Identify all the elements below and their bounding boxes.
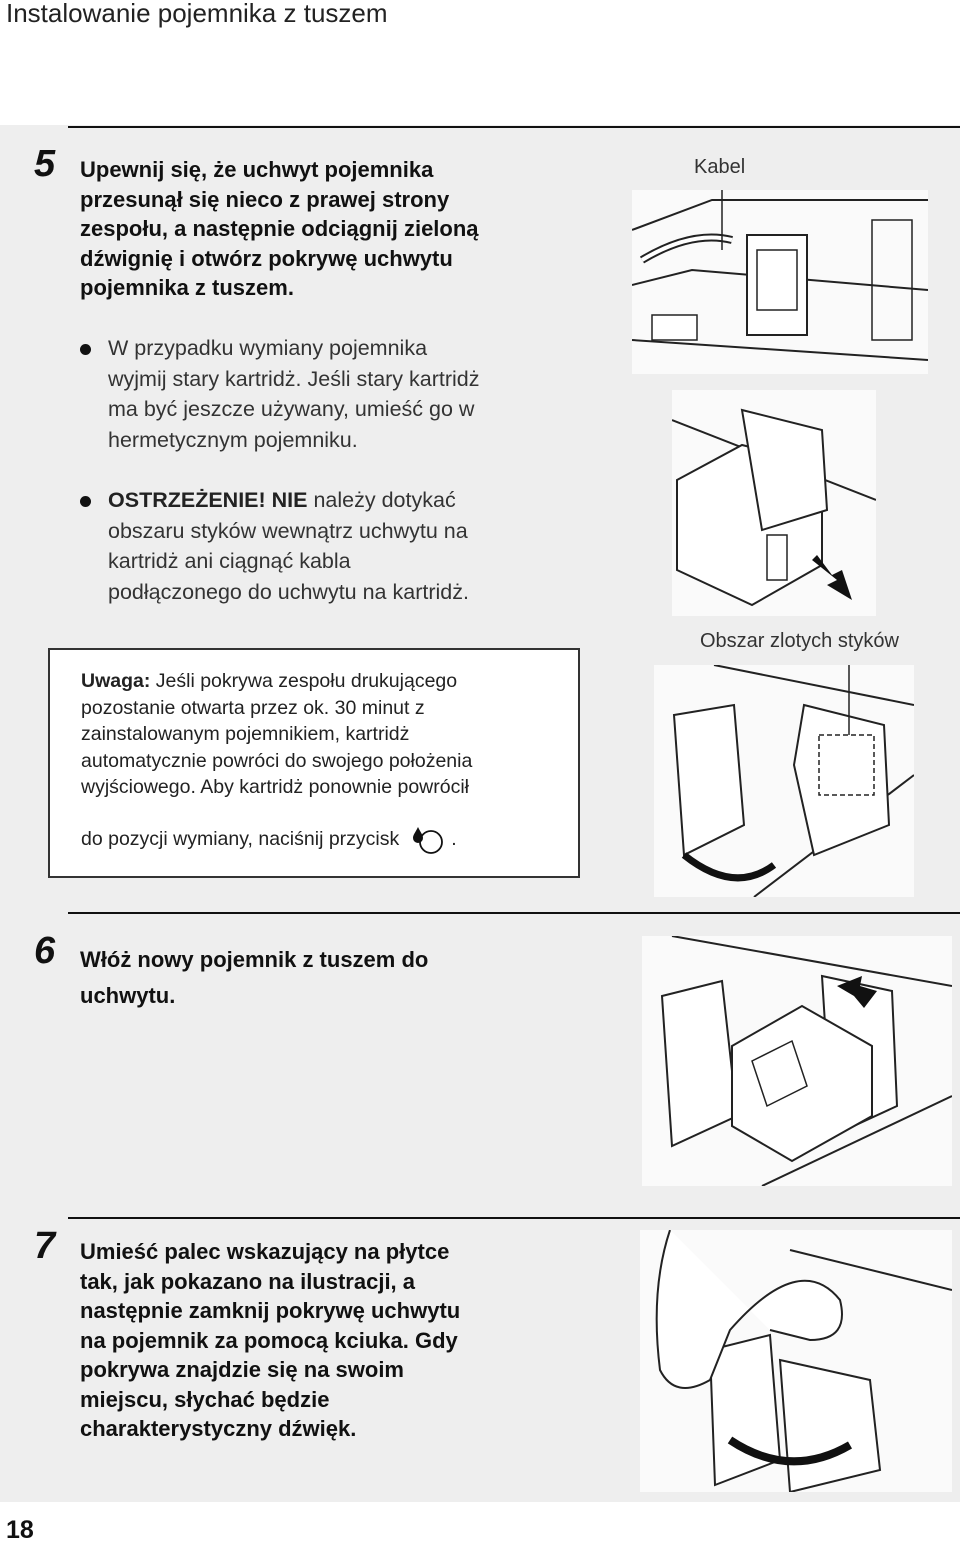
- page-number: 18: [6, 1516, 34, 1544]
- note-line: pozostanie otwarta przez ok. 30 minut z: [81, 696, 425, 719]
- note-line: zainstalowanym pojemnikiem, kartridż: [81, 723, 410, 745]
- step-7-line: na pojemnik za pomocą kciuka. Gdy: [80, 1327, 458, 1353]
- note-line: do pozycji wymiany, naciśnij przycisk: [81, 828, 400, 851]
- step-5-line: przesunął się nieco z prawej strony: [80, 186, 450, 212]
- contacts-illustration: [654, 665, 914, 897]
- bullet-line: hermetycznym pojemniku.: [108, 427, 358, 452]
- step-6-number: 6: [34, 930, 56, 972]
- note-box: [48, 648, 580, 878]
- bullet-line: ma być jeszcze używany, umieść go w: [108, 397, 475, 421]
- step-7-line: charakterystyczny dźwięk.: [80, 1416, 357, 1441]
- step-7-line: tak, jak pokazano na ilustracji, a: [80, 1268, 416, 1294]
- step-5-text: [80, 155, 479, 303]
- step-7-line: miejscu, słychać będzie: [80, 1386, 330, 1412]
- color-start-button-icon: [405, 825, 449, 855]
- step-7-line: następnie zamknij pokrywę uchwytu: [80, 1298, 461, 1323]
- step-5-rule: [68, 126, 960, 128]
- note-line: Jeśli pokrywa zespołu drukującego: [150, 670, 458, 692]
- insert-cartridge-illustration: [642, 936, 952, 1186]
- step-7-number: 7: [34, 1225, 56, 1267]
- bullet-line: kartridż ani ciągnąć kabla: [108, 549, 351, 573]
- bullet-line: wyjmij stary kartridż. Jeśli stary kartridż: [108, 366, 480, 391]
- step-6-rule: [68, 912, 960, 914]
- bullet-dot: [80, 496, 91, 507]
- step-6-line: Włóż nowy pojemnik z tuszem do: [80, 947, 429, 972]
- close-cover-illustration: [640, 1230, 952, 1492]
- bullet-warning: [80, 485, 550, 607]
- warning-nie: NIE: [271, 488, 308, 512]
- note-line: automatycznie powróci do swojego położenia: [81, 749, 473, 772]
- step-5-line: Upewnij się, że uchwyt pojemnika: [80, 157, 434, 182]
- note-label: Uwaga:: [81, 670, 151, 692]
- step-7-line: Umieść palec wskazujący na płytce: [80, 1239, 450, 1264]
- warning-label: OSTRZEŻENIE!: [108, 488, 266, 512]
- note-line: wyjściowego. Aby kartridż ponownie powrócił: [81, 776, 470, 798]
- step-7-line: pokrywa znajdzie się na swoim: [80, 1357, 404, 1382]
- step-5-line: dźwignię i otwórz pokrywę uchwytu: [80, 245, 453, 271]
- figure-label-cable: Kabel: [694, 156, 746, 178]
- page-header: [0, 0, 960, 125]
- step-5-number: 5: [34, 143, 56, 185]
- bullet-line: podłączonego do uchwytu na kartridż.: [108, 579, 469, 604]
- step-7-text: [80, 1237, 460, 1444]
- bullet-line: W przypadku wymiany pojemnika: [108, 336, 428, 360]
- bullet-dot: [80, 344, 91, 355]
- warning-line: należy dotykać: [307, 488, 456, 512]
- note-line-end: .: [451, 828, 457, 851]
- cable-illustration: [632, 190, 928, 374]
- step-7-rule: [68, 1217, 960, 1219]
- step-5-line: pojemnika z tuszem.: [80, 275, 294, 300]
- step-6-line: uchwytu.: [80, 983, 176, 1008]
- bullet-line: obszaru styków wewnątrz uchwytu na: [108, 518, 468, 543]
- step-5-line: zespołu, a następnie odciągnij zieloną: [80, 216, 479, 241]
- figure-label-contacts: Obszar zlotych styków: [700, 630, 899, 652]
- page-title: Instalowanie pojemnika z tuszem: [6, 0, 388, 28]
- lever-illustration: [672, 390, 876, 616]
- bullet-replace-cartridge: [80, 333, 550, 455]
- step-6-text: [80, 942, 428, 1014]
